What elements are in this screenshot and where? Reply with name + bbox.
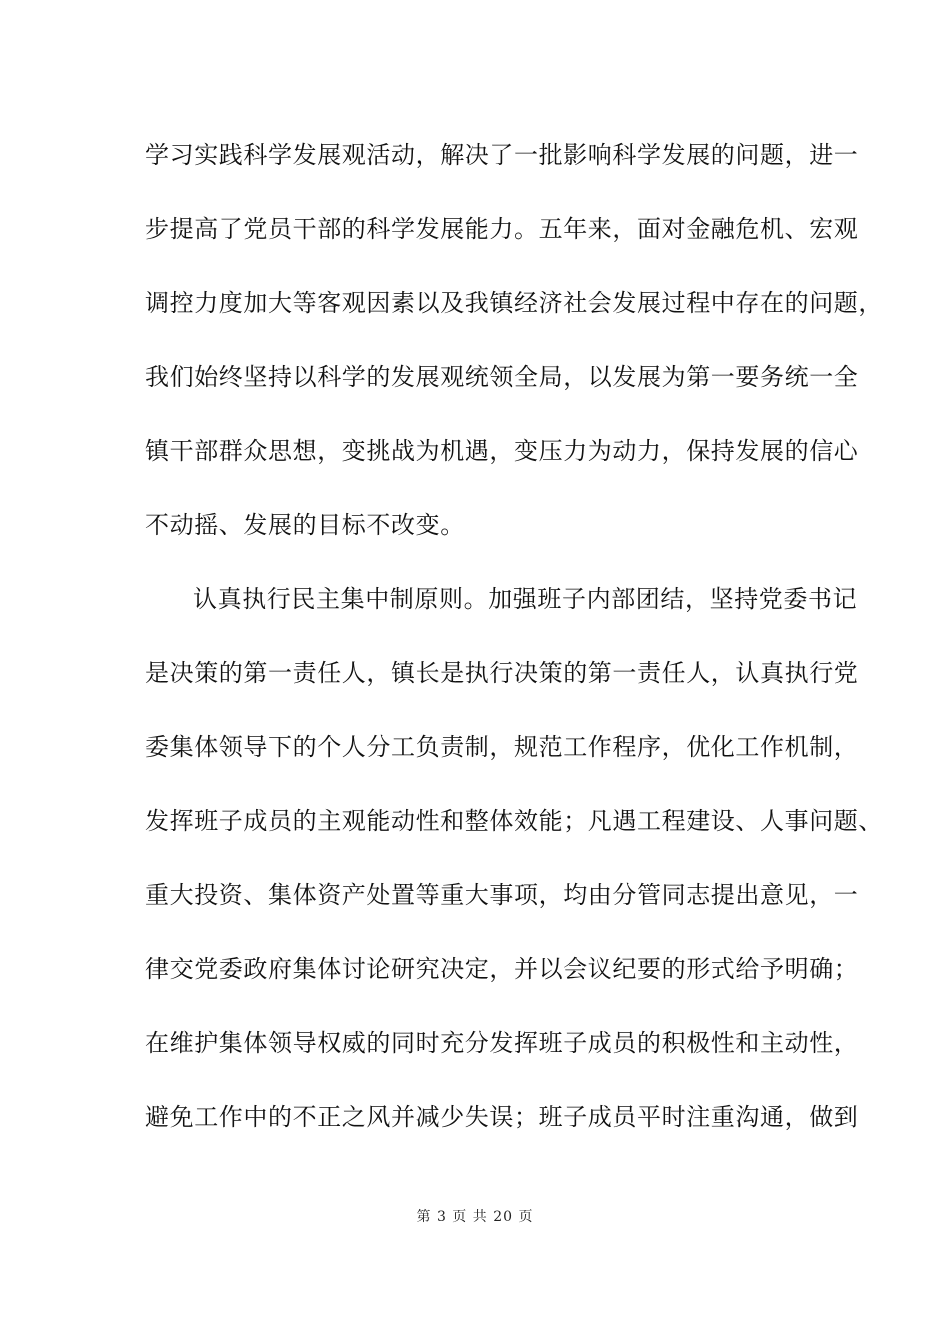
text-line: 不动摇、发展的目标不改变。 <box>145 511 465 539</box>
text-line: 避免工作中的不正之风并减少失误；班子成员平时注重沟通，做到 <box>145 1103 859 1131</box>
text-line: 镇干部群众思想，变挑战为机遇，变压力为动力，保持发展的信心 <box>145 437 859 465</box>
text-line: 委集体领导下的个人分工负责制，规范工作程序，优化工作机制， <box>145 733 859 761</box>
page-number-footer: 第 3 页 共 20 页 <box>416 1209 534 1225</box>
text-line: 步提高了党员干部的科学发展能力。五年来，面对金融危机、宏观 <box>145 215 859 243</box>
text-line: 在维护集体领导权威的同时充分发挥班子成员的积极性和主动性， <box>145 1029 859 1057</box>
text-line: 重大投资、集体资产处置等重大事项，均由分管同志提出意见，一 <box>145 881 859 909</box>
text-line: 调控力度加大等客观因素以及我镇经济社会发展过程中存在的问题， <box>145 289 883 317</box>
text-line: 是决策的第一责任人，镇长是执行决策的第一责任人，认真执行党 <box>145 659 859 687</box>
text-line: 律交党委政府集体讨论研究决定，并以会议纪要的形式给予明确； <box>145 955 859 983</box>
text-line: 学习实践科学发展观活动，解决了一批影响科学发展的问题，进一 <box>145 141 859 169</box>
text-line: 我们始终坚持以科学的发展观统领全局，以发展为第一要务统一全 <box>145 363 859 391</box>
paragraph-first-line: 认真执行民主集中制原则。加强班子内部团结，坚持党委书记 <box>193 585 858 613</box>
text-line: 发挥班子成员的主观能动性和整体效能；凡遇工程建设、人事问题、 <box>145 807 883 835</box>
